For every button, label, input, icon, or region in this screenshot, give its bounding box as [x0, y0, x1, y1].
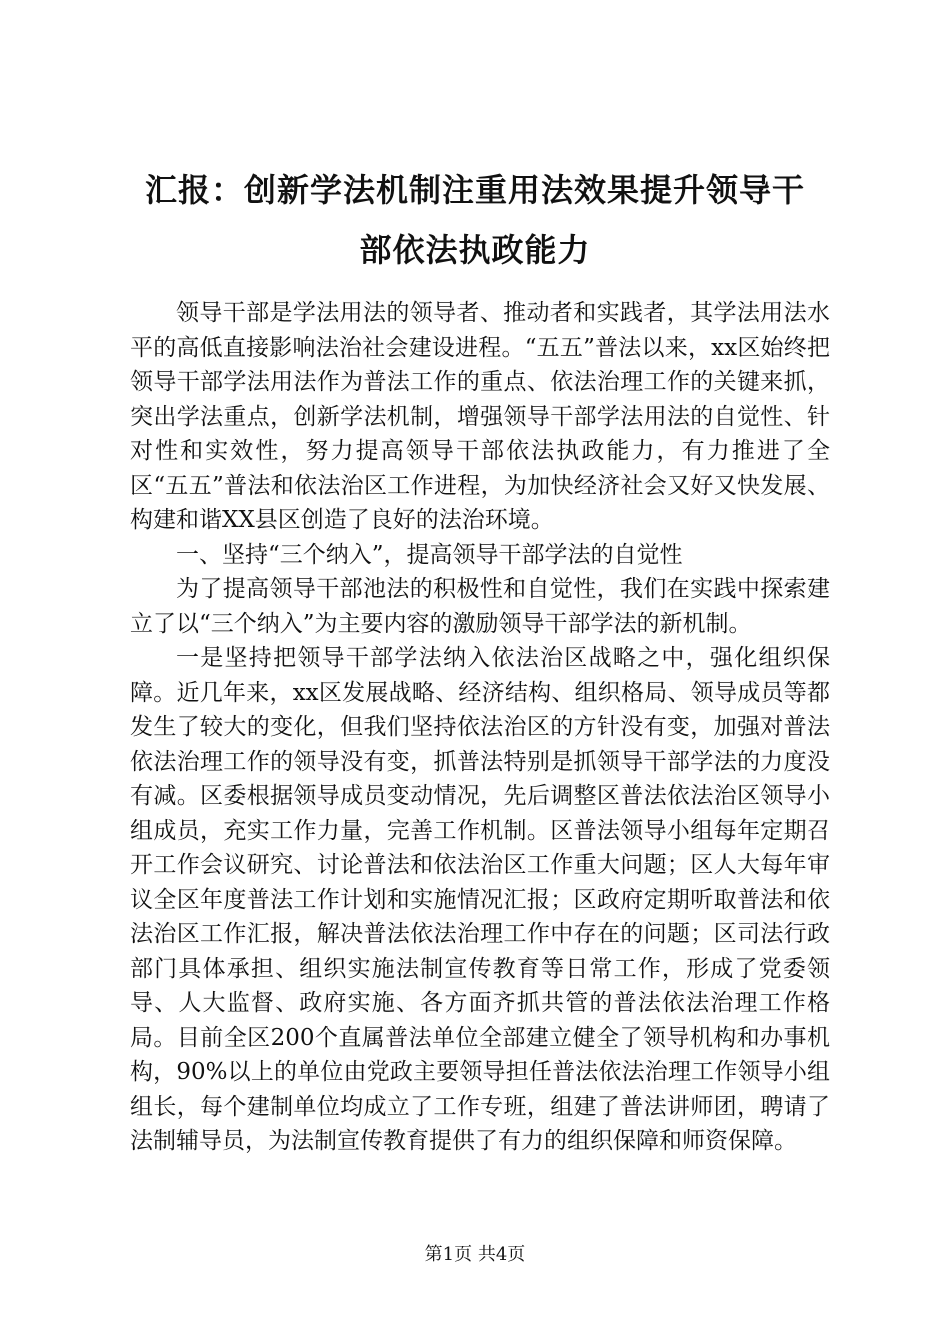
document-title [120, 160, 830, 280]
paragraph-point-1: 一是坚持把领导干部学法纳入依法治区战略之中，强化组织保障。近几年来，xx区发展战略、经济结构、组织格局、领导成员等都发生了较大的变化，但我们坚持依法治区的方针没有变，加强对普法依法治理工作的领导没有变，抓普法特别是抓领导干部学法的力度没有减。区委根据领导成员变动情况，先后调整区普法依法治区领导小组成员，充实工作力量，完善工作机制。区普法领导小组每年定期召开工作会议研究、讨论普法和依法治区工作重大问题；区人大每年审议全区年度普法工作计划和实施情况汇报；区政府定期听取普法和依法治区工作汇报，解决普法依法治理工作中存在的问题；区司法行政部门具体承担、组织实施法制宣传教育等日常工作，形成了党委领导、人大监督、政府实施、各方面齐抓共管的普法依法治理工作格局。目前全区200个直属普法单位全部建立健全了领导机构和办事机构，90%以上的单位由党政主要领导担任普法依法治理工作领导小组组长，每个建制单位均成立了工作专班，组建了普法讲师团，聘请了法制辅导员，为法制宣传教育提供了有力的组织保障和师资保障。 [130, 645, 830, 1154]
document-body [130, 296, 830, 1159]
title-line-2: 部依法执政能力 [359, 231, 591, 269]
paragraph-mechanism: 为了提高领导干部池法的积极性和自觉性，我们在实践中探索建立了以“三个纳入”为主要内容的激励领导干部学法的新机制。 [130, 576, 830, 637]
page-footer: 第1页 共4页 [424, 1244, 526, 1265]
section-heading-1: 一、坚持“三个纳入”，提高领导干部学法的自觉性 [176, 541, 683, 568]
title-line-1: 汇报：创新学法机制注重用法效果提升领导干 [144, 171, 805, 209]
paragraph-intro: 领导干部是学法用法的领导者、推动者和实践者，其学法用法水平的高低直接影响法治社会建设进程。“五五”普法以来，xx区始终把领导干部学法用法作为普法工作的重点、依法治理工作的关键来抓，突出学法重点，创新学法机制，增强领导干部学法用法的自觉性、针对性和实效性，努力提高领导干部依法执政能力，有力推进了全区“五五”普法和依法治区工作进程，为加快经济社会又好又快发展、构建和谐XX县区创造了良好的法治环境。 [130, 300, 830, 533]
